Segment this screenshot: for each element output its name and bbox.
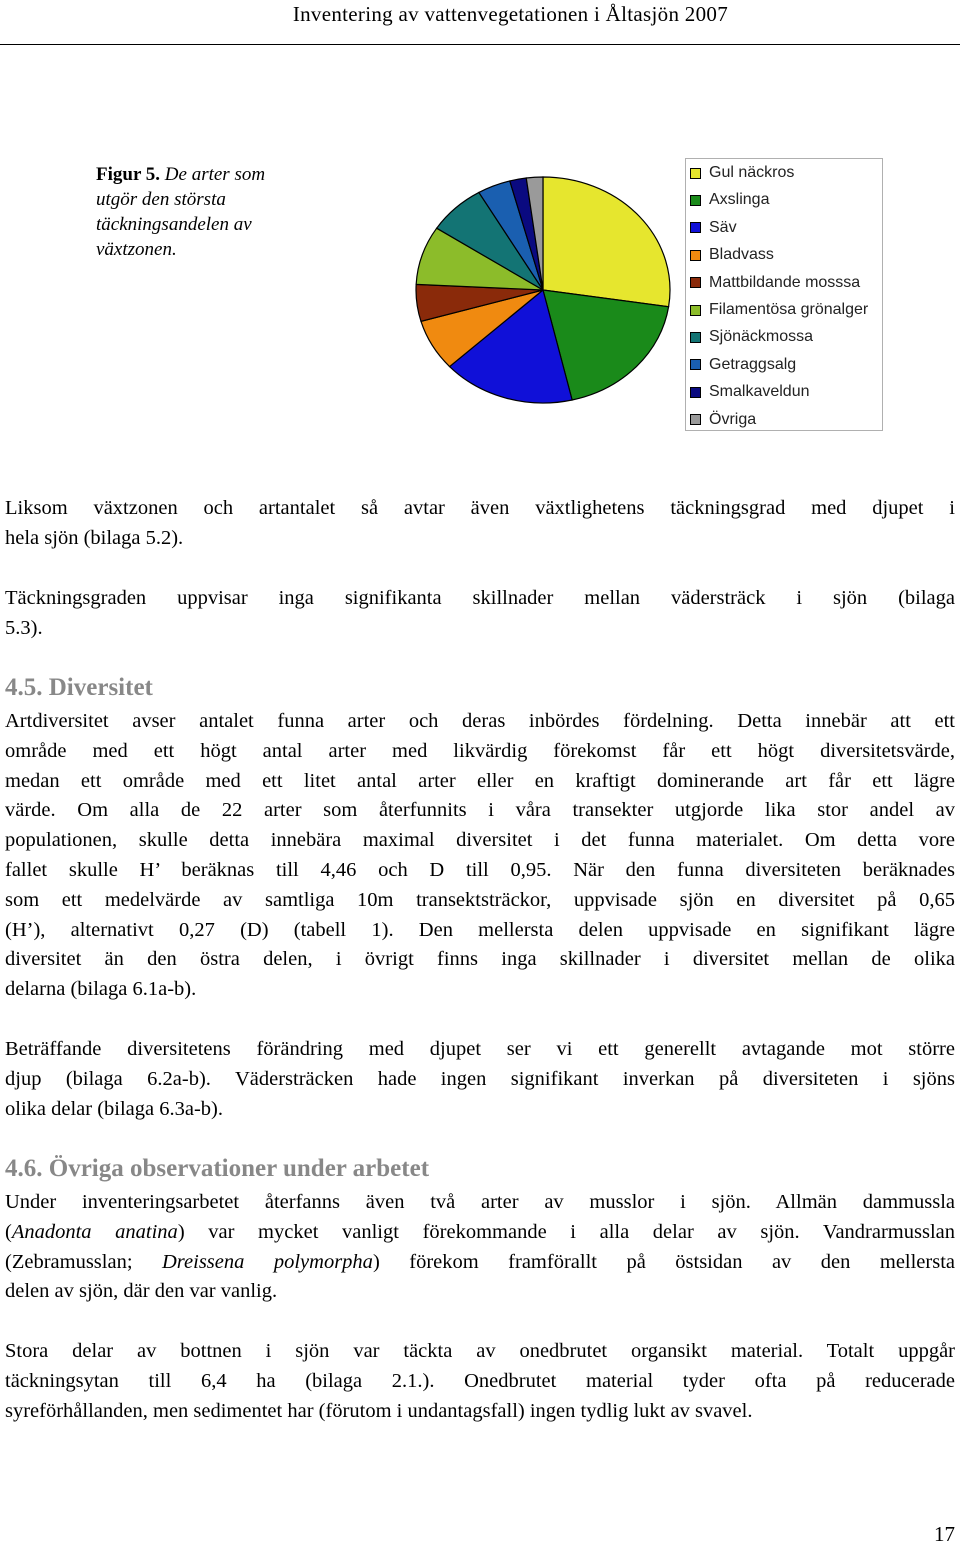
caption-line: täckningsandelen av [96, 214, 252, 235]
legend-item [686, 355, 796, 375]
legend-swatch [690, 387, 701, 398]
page-number: 17 [934, 1522, 955, 1546]
text-line: fallet skulle H’ beräknas till 4,46 och D till 0,95. När den funna diversiteten beräknades [5, 858, 955, 881]
legend-item [686, 410, 756, 430]
legend-swatch [690, 222, 701, 233]
figure-label: Figur 5. [96, 164, 161, 185]
text-line: olika delar (bilaga 6.3a-b). [5, 1097, 224, 1120]
figure-caption [96, 162, 326, 262]
legend-swatch [690, 195, 701, 206]
legend-item [686, 382, 810, 402]
legend-label: Sjönäckmossa [709, 328, 814, 346]
legend-item [686, 273, 860, 293]
legend-label: Gul näckros [709, 164, 795, 181]
text-line: (H’), alternativt 0,27 (D) (tabell 1). Den mellersta delen uppvisade en signifikant lägre [5, 918, 955, 941]
text-line: populationen, skulle detta innebära maximal diversitet i det funna materialet. Om detta vore [5, 829, 955, 852]
text-line: delarna (bilaga 6.1a-b). [5, 978, 197, 1001]
header-title: Inventering av vattenvegetationen i Åltasjön 2007 [292, 2, 728, 26]
caption-line: De arter som [164, 164, 266, 185]
legend-label: Säv [709, 218, 737, 236]
legend-label: Bladvass [709, 246, 774, 264]
legend-label: Getraggsalg [709, 355, 797, 373]
paragraph-organic-material [5, 1337, 955, 1426]
text-line: djup (bilaga 6.2a-b). Vädersträcken hade ingen signifikant inverkan på diversiteten i sjöns [5, 1067, 955, 1090]
legend-label: Axslinga [709, 191, 770, 209]
legend-item [686, 300, 868, 320]
species-name: Anadonta anatina [11, 1220, 178, 1243]
legend-swatch [690, 250, 701, 261]
text-line: Stora delar av bottnen i sjön var täckta av onedbrutet organsikt material. Totalt uppgår [5, 1340, 955, 1362]
legend-swatch [690, 305, 701, 316]
text-line: Liksom växtzonen och artantalet så avtar även växtlighetens täckningsgrad med djupet i [5, 497, 955, 519]
species-name: Dreissena polymorpha [162, 1250, 373, 1273]
legend-swatch [690, 414, 701, 425]
text-line: hela sjön (bilaga 5.2). [5, 526, 184, 549]
text-line: (Anadonta anatina) var mycket vanligt förekommande i alla delar av sjön. Vandrarmusslan [5, 1220, 955, 1243]
text-line: 5.3). [5, 616, 43, 639]
pie-chart [408, 172, 678, 408]
legend-item [686, 245, 774, 265]
legend-label: Mattbildande mosssa [709, 273, 861, 291]
text-line: syreförhållanden, men sedimentet har (förutom i undantagsfall) ingen tydlig lukt av svavel. [5, 1399, 753, 1422]
text-line: som ett medelvärde av samtliga 10m transektsträckor, uppvisade sjön en diversitet på 0,65 [5, 888, 955, 911]
caption-line: utgör den största [96, 189, 226, 210]
text-line: Täckningsgraden uppvisar inga signifikanta skillnader mellan vädersträck i sjön (bilaga [5, 587, 955, 609]
text-line: Beträffande diversitetens förändring med djupet ser vi ett generellt avtagande mot större [5, 1038, 955, 1060]
legend-swatch [690, 168, 701, 179]
text-line: diversitet än den östra delen, i övrigt finns inga skillnader i diversitet mellan de olika [5, 948, 955, 971]
legend-label: Smalkaveldun [709, 383, 810, 401]
paragraph-diversity [5, 707, 955, 1005]
legend-label: Filamentösa grönalger [709, 301, 869, 318]
paragraph-coverage-depth [5, 494, 955, 554]
text-line: område med ett högt antal arter med likvärdig förekomst får ett högt diversitetsvärde, [5, 739, 955, 762]
text-line: (Zebramusslan; Dreissena polymorpha) förekom framförallt på östsidan av den mellersta [5, 1250, 956, 1273]
page-header [0, 0, 960, 45]
legend-item [686, 218, 737, 238]
text-line: täckningsytan till 6,4 ha (bilaga 2.1.). Onedbrutet material tyder ofta på reducerade [5, 1369, 955, 1392]
text-line: delen av sjön, där den var vanlig. [5, 1280, 278, 1303]
legend-swatch [690, 359, 701, 370]
legend-item [686, 190, 769, 210]
legend-item [686, 327, 813, 347]
text-line: värde. Om alla de 22 arter som återfunnits i våra transekter utgjorde lika stor andel av [5, 799, 955, 822]
legend-swatch [690, 277, 701, 288]
legend-item [686, 163, 794, 183]
legend-swatch [690, 332, 701, 343]
paragraph-mussels [5, 1188, 955, 1307]
text-line: Under inventeringsarbetet återfanns även två arter av musslor i sjön. Allmän dammussla [5, 1191, 955, 1213]
chart-legend [685, 158, 883, 431]
paragraph-coverage-directions [5, 584, 955, 644]
legend-label: Övriga [709, 410, 757, 428]
section-heading-diversitet: 4.5. Diversitet [5, 674, 153, 701]
section-heading-observations: 4.6. Övriga observationer under arbetet [5, 1155, 430, 1182]
pie-slice-1 [543, 177, 670, 307]
text-line: Artdiversitet avser antalet funna arter och deras inbördes fördelning. Detta innebär att ett [5, 710, 955, 732]
caption-line: växtzonen. [96, 239, 177, 260]
paragraph-diversity-depth [5, 1035, 955, 1124]
text-line: medan ett område med ett litet antal arter eller en kraftigt dominerande art får ett lägre [5, 769, 955, 792]
